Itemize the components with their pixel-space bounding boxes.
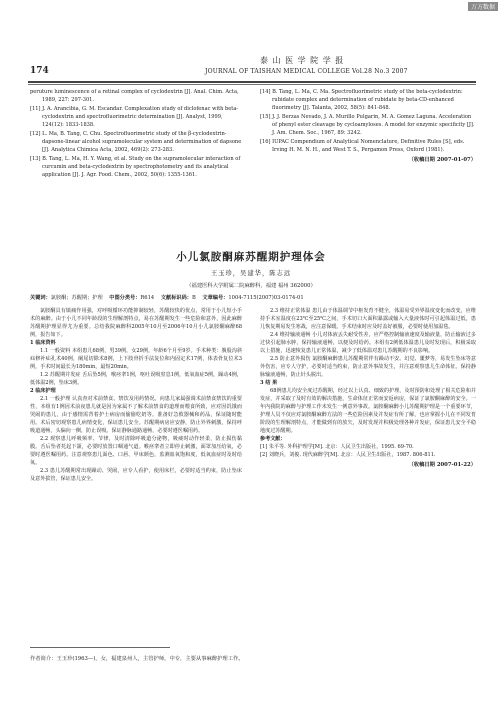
body-paragraph: 2.4 维持输液通畅 小儿对体液丢失耐受性差，应严格控制输液速度及输液量，防止输液过多过快引起肺水肿，保持输液通畅，以便及时给药。本组有2例低体温患儿及时发现后，积极采取以上措施，迅速恢复患儿正常体温，减少了低体温对患儿苏醒期的不良影响。 [260,332,476,354]
clc-label: 中图分类号： [109,295,141,301]
section-heading: 2 临床护理 [30,388,56,394]
keywords-line [30,294,480,301]
body-paragraph: 1.1 一般资料 本组患儿68例，男39例，女29例，年龄6个月至9岁。手术种类：腹股沟斜疝修补疝孔术40例，阑尾切除术8例，上下肢骨折手法复位和内固定术17例，体表骨复位术3例，手术时间最长为180min，最短20min。 [30,348,242,370]
received-date: （收稿日期 2007-01-07） [408,157,476,163]
reference-item: [16] IUPAC Compendium of Analytical Nomenclature, Definitive Rules [S], eds. Irving H. M. N. H., and West T. S., Pergamon Press, Oxford (1981). [260,139,465,153]
page-number: 174 [30,66,49,76]
reference-item: [2] 刘晓兵，刘俊. 现代麻醉学[M]. 北京：人民卫生出版社，1987. 806-811. [260,452,436,458]
reference-item: [12] L. Ma, B. Tang, C. Chu. Spectrofluorimetric study of the β-cyclodextrin-dapsone-linear alcohol supramolecular system and determination of dapsone [J]. Analytica Chimica Acta, 2002, 469(2): 273-283. [30,131,242,153]
body-paragraph: 2.5 防止意外损伤 氯胺酮麻醉患儿苏醒期常伴有躁动不安、幻觉、噩梦等，易发生坠床等意外伤害，应专人守护，必要时适当约束，防止意外事故发生，并注意观察患儿生命体征。保持静脉输液通畅，防止针头脱出。 [260,356,476,378]
keywords-label: 关键词： [30,295,51,301]
body-right-column [260,307,476,469]
body-paragraph: 氯胺酮具有镇痛作用强，对呼吸循环功能抑制较轻，苏醒较快的优点，常用于小儿短小手术的麻醉。由于小儿不同年龄段的生理解剖特点，易在苏醒期发生一些危险和意外，因此麻醉苏醒期护理显得尤为重要。总结我院麻醉科2005年10月至2006年10月小儿氯胺酮麻醉68例，报告如下。 [30,308,242,338]
article-authors: 王玉珍，吴建华，陈志远 [210,270,292,277]
body-left-column [30,307,242,483]
body-paragraph: 2.3 患儿苏醒期常出现躁动、哭闹，应专人看护，使用床栏，必要时适当约束，防止坠床及意外拔管，保证患儿安全。 [30,468,242,482]
body-paragraph: 68例患儿均安全度过苏醒期，经过以上认真、细致的护理，及时预防和处理了相关危险和并发症，并采取了及时有效的解决措施，生命体征正常而安返病房，保证了氯胺酮麻醉的安全。一年内我院的麻醉与护理工作未发生一例意外事故。氯胺酮麻醉小儿苏醒期护理是一个重要环节，护理人员不仅应对氯胺酮麻醉方法的一些危险因素及并发症有所了解，也应掌握小儿在不同发育阶段的生理解剖特点，才能做到有的放矢，及时发现并积极处理各种并发症，保证患儿安全平稳地度过苏醒期。 [260,388,476,434]
article-affiliation: （福建医科大学附属二院麻醉科，福建 福州 362000） [186,283,316,289]
clc-text: R614 [140,295,155,301]
references-heading: 参考文献： [260,436,286,442]
reference-item: peruture luminescence of a retinal complex of cyclodextrin [J]. Anal. Chim. Acta, 1989, 227: 297-301. [30,89,239,103]
reference-item: [11] J. A. Arancibia, G. M. Escandar. Complexation study of diclofenac with beta-cyclodextrin and spectrofluorimetric determination [J]. Analyst, 1999, 124(12): 1833-1838. [30,106,239,128]
section-heading: 1 临床资料 [30,340,56,346]
reference-item: [14] B. Tang, L. Ma, C. Ma. Spectrofluorimetric study of the beta-cyclodextrin: rubidate complex and determination of rubidate by beta-CD-enhanced fluorimetry [J]. Talanta, 2002, 58(5): 841-848. [260,89,463,111]
watermark: 万方数据 [468,2,498,11]
references-left-column [30,88,242,180]
body-paragraph: 1.2 苏醒期并发症 舌后坠5例，喉痉挛1例，呕吐误吸窒息1例，低氧血症5例，躁动4例，低体温2例，坠床3例。 [30,372,242,386]
article-number-text: 1004-7115(2007)03-0174-01 [228,295,304,301]
references-right-column [260,88,476,164]
footnote-rule [30,647,170,648]
body-paragraph: 2.2 观察患儿呼吸频率、节律，及时清除呼吸道分泌物，吸痰时动作轻柔，防止损伤黏膜。舌后坠者托起下颌，必要时放置口咽通气道。喉痉挛者立即停止刺激，面罩加压给氧，必要时遵医嘱用药。注意观察患儿面色、口唇、甲床颜色，监测血氧饱和度，低氧血症时及时给氧。 [30,436,242,466]
body-paragraph: 2.3 维持正常体温 患儿由于体温调节中枢发育不健全，体温易受外界温度变化而改变，应维持手术室温度在23℃至25℃之间，手术切口大面积暴露或输入大量液体时可引起体温过低，患儿恢复期易发生寒战，应注意保暖。手术结束时应及时盖好被服，必要时使用加温毯。 [260,308,476,330]
keywords-text: 氯胺酮；苏醒期；护理 [50,295,103,301]
header-rule-thin [28,84,476,85]
header-rule-thick [28,81,476,83]
article-number-label: 文章编号： [202,295,229,301]
journal-title-en: JOURNAL OF TAISHAN MEDICAL COLLEGE Vol.28 No.3 2007 [205,68,408,75]
body-paragraph: 2.1 一般护理 认真查对术前禁食、禁饮及用药情况。向患儿家属强调术前禁食禁饮的重要性，本组有1例因术前夜患儿就是因为家属不了解术前禁食的道理而喂食所致，应对因饥饿而哭闹的患儿，由于感情需背着护士病房而偷偷吃奶等。准备好急救器械和药品，保证随时能用。术后密切观察患儿病情变化，保证患儿安全。苏醒期病房应安静，防止外界刺激，保持呼吸道通畅，头偏向一侧，防止误吸。保证静脉通路通畅，必要时遵医嘱用药。 [30,396,242,434]
article-title: 小儿氯胺酮麻苏醒期护理体会 [176,251,326,263]
references-list [260,443,476,459]
doc-code-label: 文献标识码： [160,295,192,301]
reference-item: [13] B. Tang, L. Ma, H. Y. Wang, et al. Study on the supramolecular interaction of curcumin and beta-cyclodextrin by spectrophotometry and its analytical application [J]. J. Agr. Food. Chem., 2002, 50(6): 1355-1361. [30,156,241,178]
reference-item: [15] J. J. Berzas Nevado, J. A. Murillo Pulgarin, M. A. Gomez Laguna. Acceleration of phenyl ester cleavage by cycloamyloses. A model for enzymic specificity [J]. J. Am. Chem. Soc., 1967, 89: 3242. [260,114,475,136]
section-heading: 3 结 果 [260,380,278,386]
doc-code-text: B [191,295,196,301]
reference-item: [1] 朱平等. 外科护理学[M]. 北京：人民卫生出版社，1995. 69-70. [260,444,414,450]
author-footnote: 作者简介：王玉珍(1963—)，女，福建泉州人，主管护师，中专，主要从事麻醉护理工作。 [30,656,244,662]
received-date: （收稿日期 2007-01-22） [408,462,476,468]
journal-title-cn: 泰 山 医 学 院 学 报 [260,56,345,65]
